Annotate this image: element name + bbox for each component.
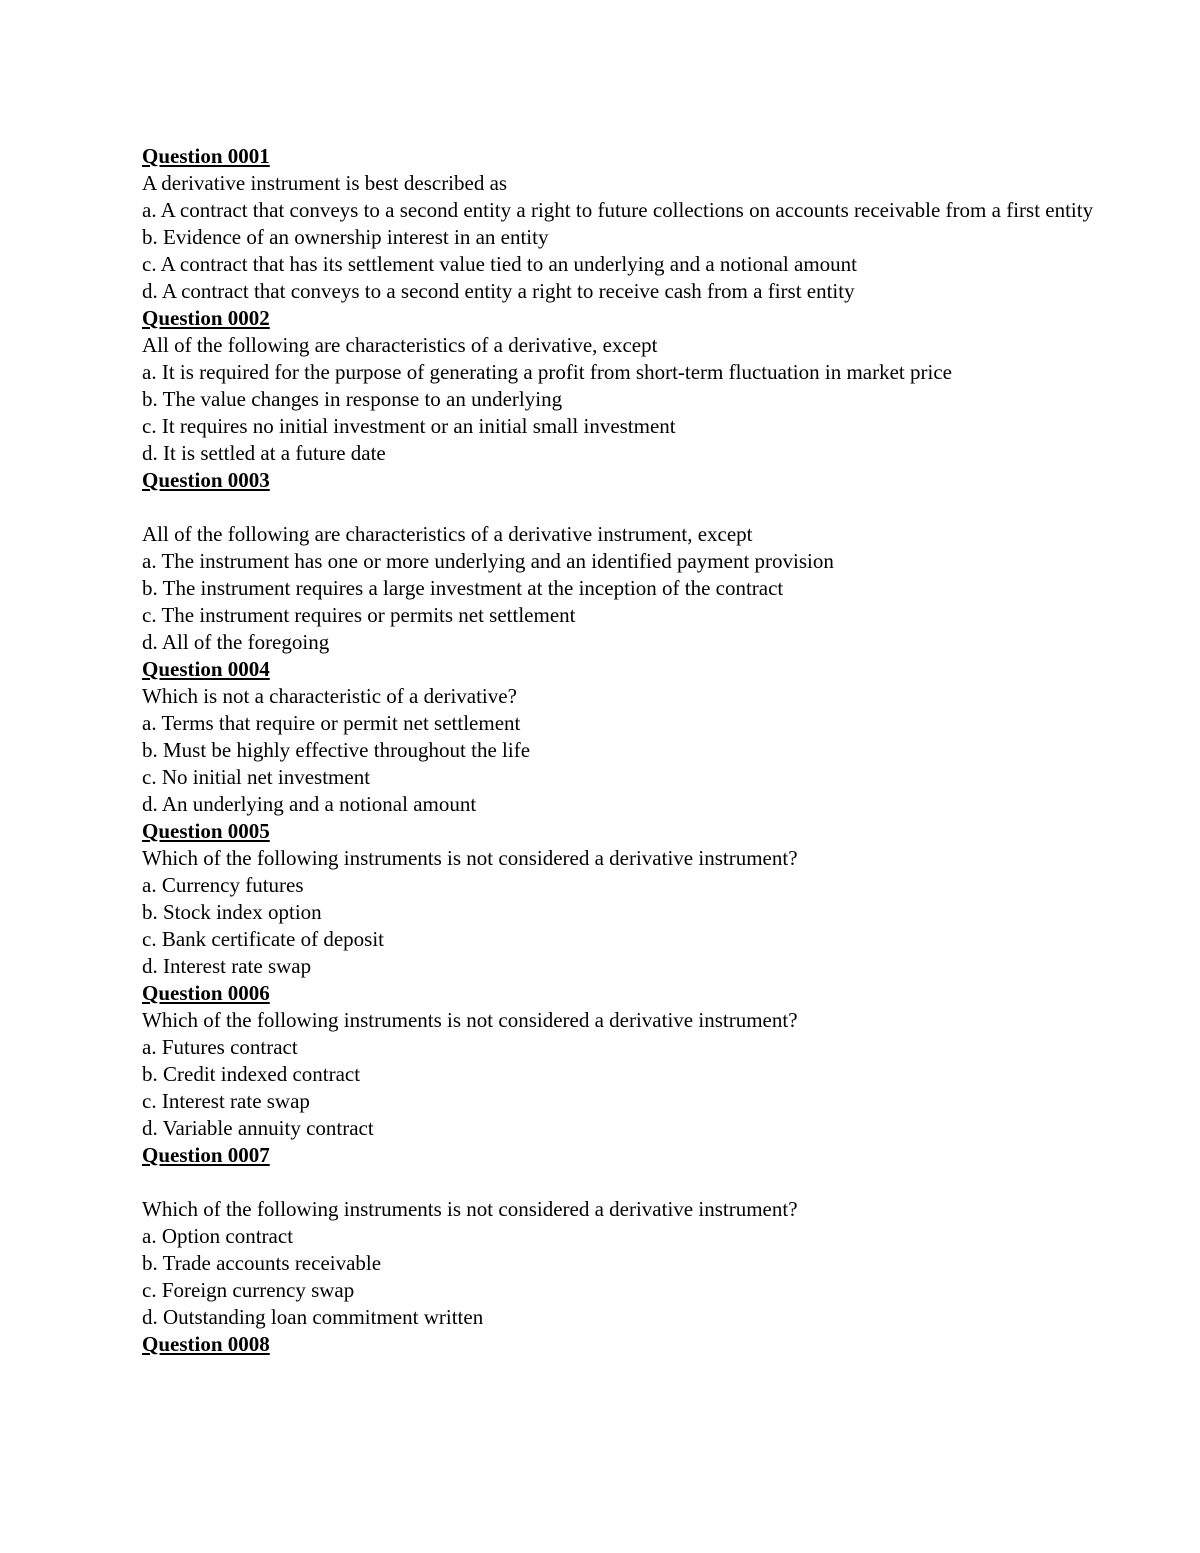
question-prompt: Which of the following instruments is not considered a derivative instrument? xyxy=(142,1008,798,1032)
answer-option-b: b. The instrument requires a large investment at the inception of the contract xyxy=(142,576,784,600)
answer-option-c: c. No initial net investment xyxy=(142,765,371,789)
answer-option-d: d. Outstanding loan commitment written xyxy=(142,1305,484,1329)
question-prompt: Which of the following instruments is not considered a derivative instrument? xyxy=(142,846,798,870)
question-block xyxy=(142,143,1142,305)
question-prompt: Which is not a characteristic of a derivative? xyxy=(142,684,517,708)
question-prompt: A derivative instrument is best described as xyxy=(142,171,508,195)
question-block xyxy=(142,818,1142,980)
answer-option-a: a. Terms that require or permit net settlement xyxy=(142,711,521,735)
answer-option-d: d. Variable annuity contract xyxy=(142,1116,374,1140)
answer-option-c: c. Bank certificate of deposit xyxy=(142,927,384,951)
question-heading: Question 0008 xyxy=(142,1332,270,1356)
answer-option-c: c. It requires no initial investment or an initial small investment xyxy=(142,414,676,438)
answer-option-c: c. The instrument requires or permits net settlement xyxy=(142,603,576,627)
question-prompt: All of the following are characteristics of a derivative, except xyxy=(142,333,658,357)
question-block xyxy=(142,467,1142,656)
question-heading: Question 0002 xyxy=(142,306,270,330)
answer-option-b: b. Stock index option xyxy=(142,900,322,924)
answer-option-d: d. An underlying and a notional amount xyxy=(142,792,477,816)
question-block xyxy=(142,1142,1142,1331)
answer-option-b: b. Evidence of an ownership interest in an entity xyxy=(142,225,549,249)
answer-option-d: d. It is settled at a future date xyxy=(142,441,386,465)
answer-option-a: a. Futures contract xyxy=(142,1035,298,1059)
question-prompt: Which of the following instruments is not considered a derivative instrument? xyxy=(142,1197,798,1221)
answer-option-a: a. A contract that conveys to a second entity a right to future collections on accounts receivable from a first entity xyxy=(142,198,1094,222)
question-heading: Question 0001 xyxy=(142,144,270,168)
question-block xyxy=(142,1331,1142,1358)
answer-option-c: c. Foreign currency swap xyxy=(142,1278,355,1302)
question-heading: Question 0004 xyxy=(142,657,270,681)
question-heading: Question 0003 xyxy=(142,468,270,492)
answer-option-b: b. Credit indexed contract xyxy=(142,1062,361,1086)
question-prompt: All of the following are characteristics of a derivative instrument, except xyxy=(142,522,753,546)
question-heading: Question 0006 xyxy=(142,981,270,1005)
answer-option-a: a. It is required for the purpose of generating a profit from short-term fluctuation in market price xyxy=(142,360,952,384)
question-list xyxy=(142,143,1142,1358)
question-block xyxy=(142,656,1142,818)
answer-option-b: b. Must be highly effective throughout the life xyxy=(142,738,531,762)
blank-line xyxy=(142,1169,1142,1196)
question-heading: Question 0007 xyxy=(142,1143,270,1167)
answer-option-d: d. A contract that conveys to a second entity a right to receive cash from a first entity xyxy=(142,279,855,303)
answer-option-d: d. All of the foregoing xyxy=(142,630,330,654)
answer-option-c: c. Interest rate swap xyxy=(142,1089,310,1113)
answer-option-c: c. A contract that has its settlement value tied to an underlying and a notional amount xyxy=(142,252,857,276)
answer-option-d: d. Interest rate swap xyxy=(142,954,312,978)
answer-option-a: a. The instrument has one or more underlying and an identified payment provision xyxy=(142,549,834,573)
answer-option-b: b. Trade accounts receivable xyxy=(142,1251,382,1275)
answer-option-a: a. Option contract xyxy=(142,1224,294,1248)
blank-line xyxy=(142,494,1142,521)
answer-option-b: b. The value changes in response to an underlying xyxy=(142,387,563,411)
question-block xyxy=(142,980,1142,1142)
question-heading: Question 0005 xyxy=(142,819,270,843)
question-block xyxy=(142,305,1142,467)
answer-option-a: a. Currency futures xyxy=(142,873,304,897)
